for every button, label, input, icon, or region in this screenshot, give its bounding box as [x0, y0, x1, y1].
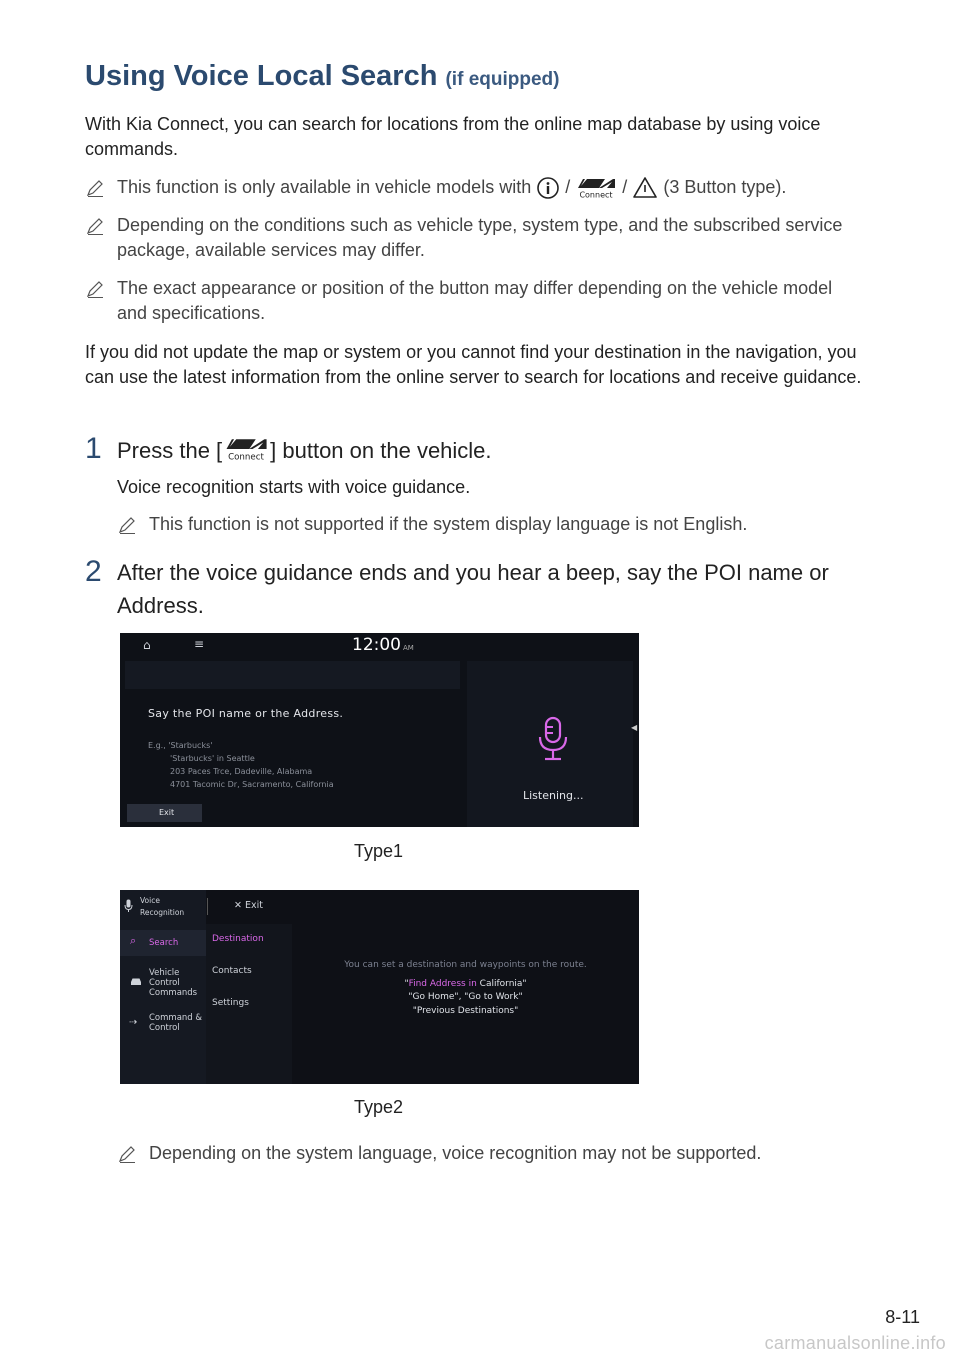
- step-text: After the voice guidance ends and you hear a beep, say the POI name or Address.: [117, 560, 829, 618]
- example-line: "Find Address in California": [404, 979, 527, 989]
- hint-text: You can set a destination and waypoints on the route.: [344, 960, 587, 970]
- section-title-suffix: (if equipped): [445, 69, 560, 90]
- menu-item-destination[interactable]: Destination: [212, 934, 264, 944]
- icon-separator: /: [622, 177, 628, 197]
- sidebar-item-search[interactable]: Search: [149, 938, 179, 948]
- pencil-note-icon: [85, 216, 105, 236]
- pencil-note-icon: [85, 178, 105, 198]
- header-label-line1: Voice: [140, 896, 160, 905]
- example-line: "Previous Destinations": [412, 1006, 519, 1016]
- section-title: [85, 60, 559, 93]
- kia-connect-icon: [222, 436, 270, 462]
- pencil-note-icon: [117, 515, 137, 535]
- step-text-after: ] button on the vehicle.: [270, 438, 492, 463]
- note-text: Depending on the system language, voice recognition may not be supported.: [149, 1143, 762, 1163]
- sidebar-item-vehicle-control[interactable]: Vehicle Control Commands: [149, 968, 198, 998]
- header-label-line2: Recognition: [140, 908, 185, 917]
- page-number: 8-11: [885, 1307, 920, 1327]
- step-text-before: Press the [: [117, 438, 223, 463]
- svg-text:Connect: Connect: [579, 190, 613, 200]
- sidebar-item-command-control[interactable]: Command & Control: [149, 1013, 203, 1033]
- body-paragraph: If you did not update the map or system or you cannot find your destination in the navigation, you can use the latest information from the online server to search for locations and receive guidance.: [85, 342, 862, 387]
- example-line: E.g., 'Starbucks': [148, 741, 213, 750]
- step-detail: Voice recognition starts with voice guidance.: [117, 477, 471, 497]
- examples-list: [148, 739, 334, 791]
- svg-text:Connect: Connect: [228, 452, 265, 462]
- voice-prompt: Say the POI name or the Address.: [148, 707, 344, 720]
- car-icon: [130, 977, 142, 986]
- kia-connect-icon: [575, 176, 617, 200]
- listening-status: Listening...: [523, 789, 584, 802]
- watermark: carmanualsonline.info: [764, 1333, 946, 1353]
- step-number: 1: [85, 432, 102, 465]
- example-line: 4701 Tacomic Dr, Sacramento, California: [170, 780, 334, 789]
- note-text: Depending on the conditions such as vehicle type, system type, and the subscribed service package, available services may differ.: [117, 215, 843, 260]
- search-icon: ⌕: [130, 934, 137, 947]
- sos-triangle-icon: [632, 176, 658, 200]
- note-item: [85, 213, 885, 263]
- pencil-note-icon: [117, 1144, 137, 1164]
- note-text: The exact appearance or position of the button may differ depending on the vehicle model and specifications.: [117, 278, 833, 323]
- close-icon: ✕: [234, 900, 245, 911]
- exit-button[interactable]: ✕ Exit: [234, 900, 263, 911]
- note-item: [85, 276, 885, 326]
- note-item: [117, 512, 917, 537]
- menu-item-settings[interactable]: Settings: [212, 998, 249, 1008]
- clock: 12:00 AM: [352, 635, 414, 655]
- home-icon[interactable]: ⌂: [143, 638, 151, 652]
- menu-item-contacts[interactable]: Contacts: [212, 966, 252, 976]
- info-button-icon: [536, 176, 560, 200]
- intro-paragraph: With Kia Connect, you can search for locations from the online map database by using voice commands.: [85, 114, 821, 159]
- microphone-icon: [535, 715, 571, 765]
- note-text: This function is not supported if the system display language is not English.: [149, 514, 748, 534]
- note-text: This function is only available in vehicle models with: [117, 177, 532, 197]
- example-line: "Go Home", "Go to Work": [408, 992, 523, 1002]
- step-number: 2: [85, 555, 102, 588]
- voice-search-screen-type2: [120, 890, 639, 1084]
- command-arrow-icon: ⇢: [129, 1017, 138, 1028]
- step-text: [117, 434, 897, 467]
- note-item: [85, 175, 885, 200]
- collapse-arrow-icon[interactable]: ◀: [631, 723, 638, 732]
- example-line: 203 Paces Trce, Dadeville, Alabama: [170, 767, 313, 776]
- example-line: 'Starbucks' in Seattle: [170, 754, 255, 763]
- figure-caption: Type1: [354, 841, 404, 861]
- pencil-note-icon: [85, 279, 105, 299]
- note-text-suffix: (3 Button type).: [663, 177, 787, 197]
- icon-separator: /: [565, 177, 571, 197]
- divider: [207, 898, 208, 915]
- section-title-text: Using Voice Local Search: [85, 60, 438, 92]
- microphone-icon: [124, 899, 133, 913]
- figure-caption: Type2: [354, 1097, 404, 1117]
- exit-button[interactable]: Exit: [127, 804, 202, 822]
- note-item: [117, 1141, 917, 1166]
- menu-icon[interactable]: ≡: [194, 637, 205, 651]
- header-panel: [125, 661, 460, 689]
- voice-search-screen-type1: [120, 633, 639, 827]
